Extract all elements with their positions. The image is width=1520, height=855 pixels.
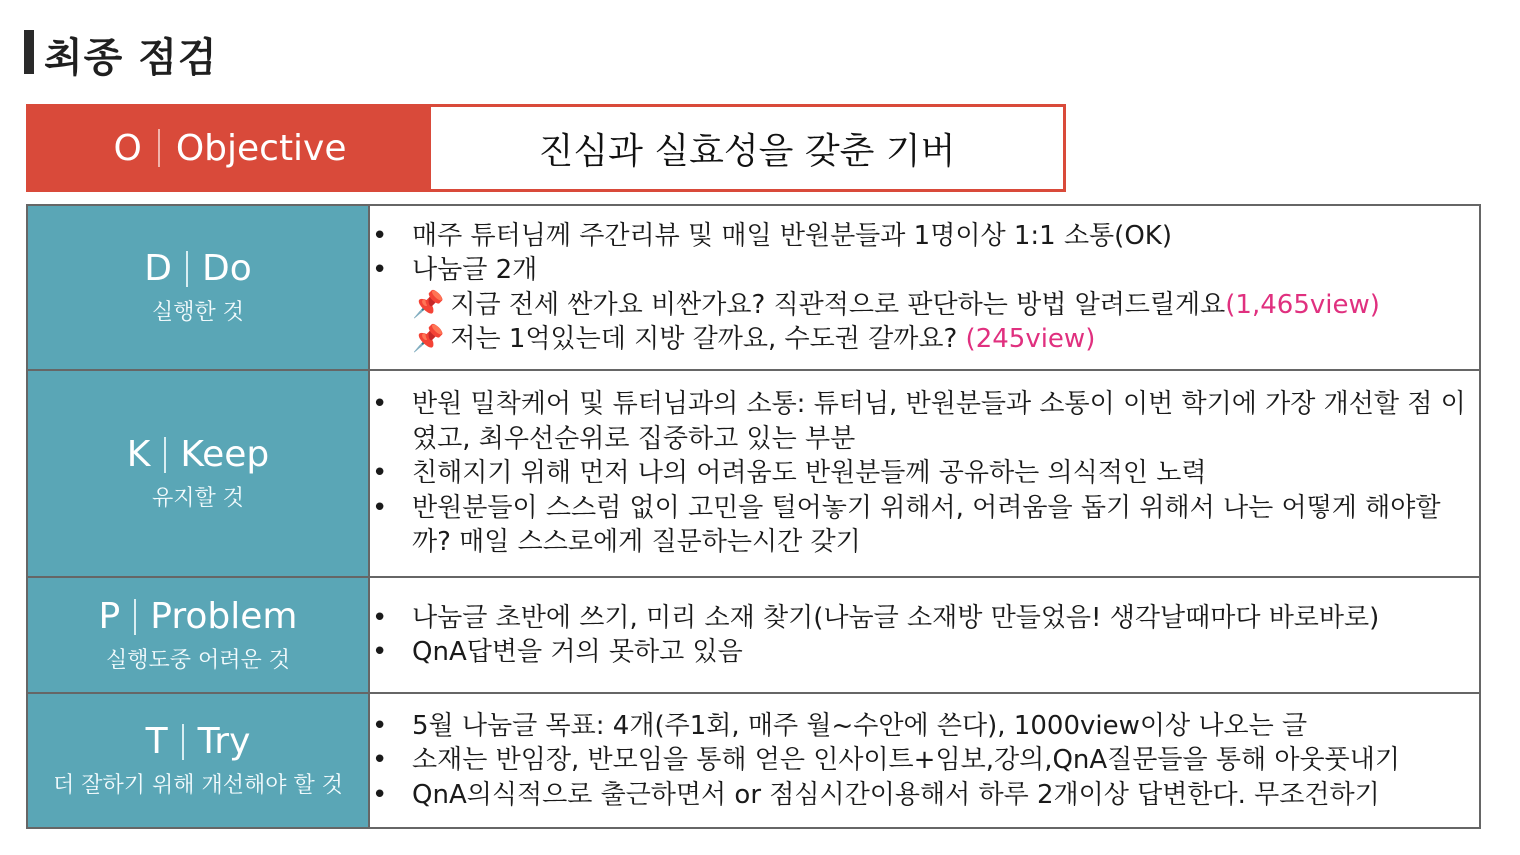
try-word: Try (197, 721, 251, 762)
list-item: • 소재는 반임장, 반모임을 통해 얻은 인사이트+임보,강의,QnA질문들을 통해 아웃풋내기 (370, 743, 1479, 778)
do-letter: D (144, 248, 172, 289)
do-content (369, 205, 1480, 370)
post-views: (245view) (965, 324, 1096, 354)
problem-divider (134, 599, 136, 635)
row-label-keep (27, 370, 369, 577)
table-row-try (27, 693, 1480, 828)
try-letter: T (145, 721, 168, 762)
problem-letter: P (98, 595, 121, 637)
do-divider (186, 251, 188, 287)
list-item: • 반원분들이 스스럼 없이 고민을 털어놓기 위해서, 어려움을 돕기 위해서 나는 어떻게 해야할까? 매일 스스로에게 질문하는시간 갖기 (372, 492, 1441, 558)
row-label-do (27, 205, 369, 370)
list-item: • 나눔글 초반에 쓰기, 미리 소재 찾기(나눔글 소재방 만들었음! 생각날때마다 바로바로) (370, 601, 1479, 636)
table-row-do (27, 205, 1480, 370)
keep-divider (164, 437, 166, 473)
keep-word: Keep (180, 434, 270, 475)
post-title: 지금 전세 싼가요 비싼가요? 직관적으로 판단하는 방법 알려드릴게요 (450, 289, 1226, 320)
try-subtitle: 더 잘하기 위해 개선해야 할 것 (53, 773, 343, 798)
review-table (26, 204, 1481, 829)
post-views: (1,465view) (1225, 289, 1380, 320)
bullet-icon: • (372, 389, 388, 420)
list-item: • QnA의식적으로 출근하면서 or 점심시간이용해서 하루 2개이상 답변한다. 무조건하기 (370, 778, 1479, 813)
title-accent-bar (24, 30, 34, 74)
bullet-icon: • (372, 745, 388, 776)
objective-text: 진심과 실효성을 갖춘 기버 (538, 130, 956, 172)
bullet-icon: • (372, 220, 388, 251)
bullet-icon: • (372, 492, 388, 523)
post-title: 저는 1억있는데 지방 갈까요, 수도권 갈까요? (450, 324, 958, 354)
post-line (370, 288, 1479, 323)
table-row-problem (27, 577, 1480, 693)
row-label-try (27, 693, 369, 828)
objective-label (29, 107, 431, 189)
try-divider (182, 724, 184, 760)
problem-subtitle: 실행도중 어려운 것 (105, 647, 290, 673)
problem-content (369, 577, 1480, 693)
do-word: Do (201, 248, 252, 289)
bullet-icon: • (372, 602, 388, 633)
list-item: • 나눔글 2개 (370, 253, 1479, 288)
objective-divider (158, 129, 160, 167)
list-item: • 매주 튜터님께 주간리뷰 및 매일 반원분들과 1명이상 1:1 소통(OK) (370, 219, 1479, 254)
list-item: • QnA답변을 거의 못하고 있음 (370, 635, 1479, 670)
keep-content (369, 370, 1480, 577)
do-subtitle: 실행한 것 (151, 300, 244, 325)
bullet-icon: • (372, 637, 388, 667)
objective-box (26, 104, 1066, 192)
page-title: 최종 점검 (44, 35, 218, 81)
bullet-icon: • (372, 710, 388, 741)
row-label-problem (27, 577, 369, 693)
list-item: • 반원 밀착케어 및 튜터님과의 소통: 튜터님, 반원분들과 소통이 이번 학기에 가장 개선할 점 이였고, 최우선순위로 집중하고 있는 부분 (372, 389, 1466, 454)
pushpin-icon: 📌 (412, 289, 445, 320)
problem-word: Problem (150, 595, 298, 637)
keep-letter: K (126, 434, 151, 475)
list-item: • 친해지기 위해 먼저 나의 어려움도 반원분들께 공유하는 의식적인 노력 (370, 456, 1479, 491)
bullet-icon: • (372, 779, 388, 810)
post-line (370, 322, 1479, 357)
pushpin-icon: 📌 (412, 324, 445, 354)
list-item: • 5월 나눔글 목표: 4개(주1회, 매주 월~수안에 쓴다), 1000view이상 나오는 글 (370, 709, 1479, 744)
objective-word: Objective (175, 127, 347, 169)
objective-letter: O (113, 127, 142, 169)
table-row-keep (27, 370, 1480, 577)
bullet-icon: • (372, 458, 388, 489)
try-content (369, 693, 1480, 828)
keep-subtitle: 유지할 것 (151, 486, 244, 511)
bullet-icon: • (372, 255, 388, 285)
